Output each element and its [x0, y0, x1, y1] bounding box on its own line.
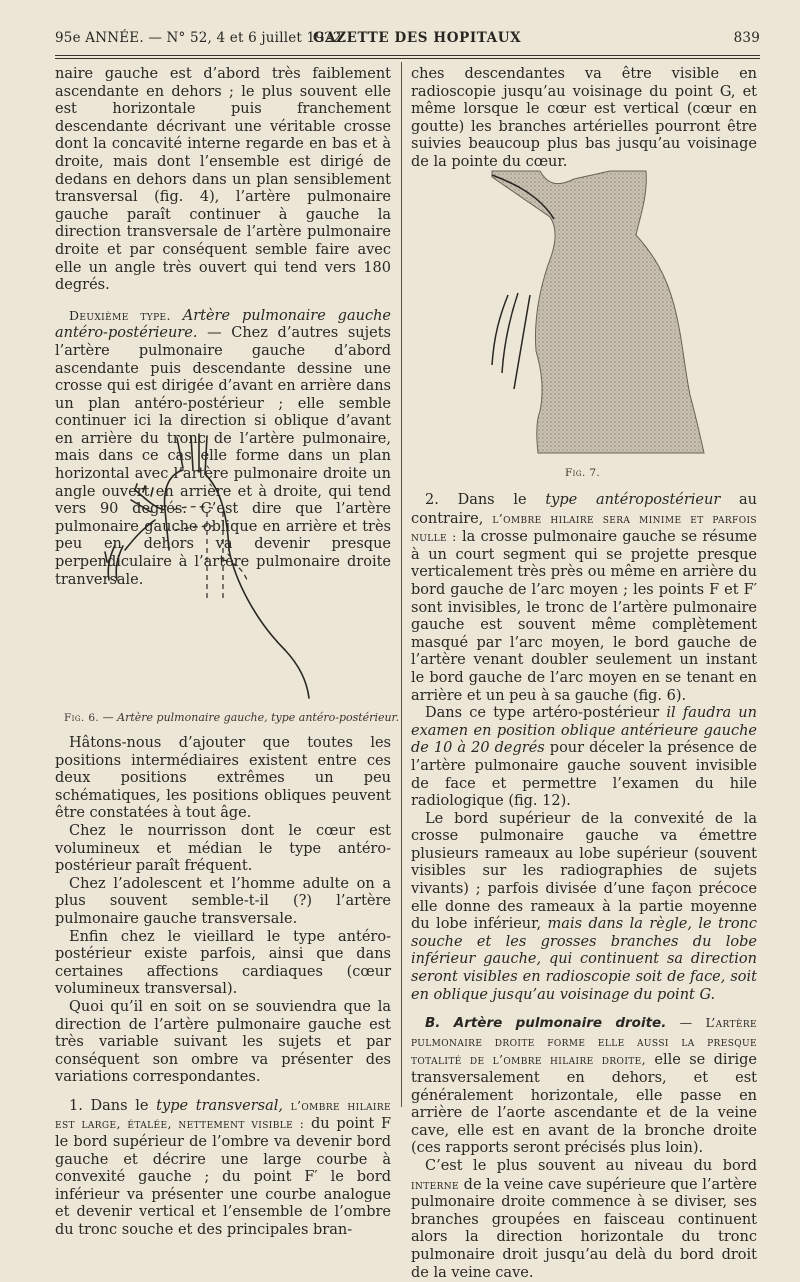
- paragraph: Enfin chez le vieillard le type antéro-postérieur existe parfois, ainsi que dans certaines affections cardiaques (cœur volumineux transversal).: [55, 928, 391, 998]
- pulmonary-branch: [116, 546, 123, 580]
- dashed-contour: [173, 507, 213, 510]
- vessel-line: [151, 488, 153, 496]
- figure-7-caption: [565, 466, 600, 479]
- paragraph-branches: [411, 811, 757, 1005]
- pulmonary-branch: [108, 545, 115, 580]
- emphasis-smallcaps: — L’artère pulmonaire droite forme elle aussi la presque totalité de l’ombre hilaire droite,: [411, 1015, 757, 1068]
- running-header: [55, 30, 760, 52]
- paragraph-transversal-type: [55, 1097, 391, 1240]
- pulmonary-branch: [492, 293, 530, 389]
- section-right-pulmonary: [411, 1014, 757, 1158]
- paragraph-body: — Chez d’autres sujets l’artère pulmonaire gauche d’abord ascendante puis descendante dessine une crosse qui est dirigée d’avant en arrière dans un plan antéro-postérieur ; elle semble continuer ici la direction si oblique d’avant en arrière du tronc de l’artère pulmonaire, mais dans ce cas elle forme dans un plan horizontal avec l’artère pulmonaire droite un angle ouvert en arrière et à droite, qui tend vers 90 degrés. C’est dire que l’artère pulmonaire gauche oblique en arrière et très peu en dehors va devenir presque perpendiculaire à l’artère pulmonaire droite tranversale.: [55, 325, 391, 588]
- paragraph: Quoi qu’il en soit on se souviendra que la direction de l’artère pulmonaire gauche est très variable suivant les sujets et par conséquent son ombre va présenter des variations correspondantes.: [55, 998, 391, 1086]
- section-title: Artère pulmonaire gauche antéro-postérieure.: [55, 307, 391, 342]
- paragraph-anteroposterior-type: [411, 492, 757, 705]
- emphasis-italic: il faudra un examen en position oblique antérieure gauche de 10 à 20 degrés: [411, 705, 757, 757]
- column-divider: [401, 62, 402, 1107]
- paragraph-text: de la veine cave supérieure que l’artère pulmonaire droite commence à se diviser, ses branches groupées en faisceau continuent alors la direction horizontale du tronc pulmonaire droit jusqu’au delà du bord droit de la veine cave.: [411, 1176, 757, 1281]
- paragraph: Chez le nourrisson dont le cœur est volumineux et médian le type antéro-postérieur paraît fréquent.: [55, 822, 391, 875]
- paragraph-body: elle se dirige transversalement en dehors, et est généralement horizontale, elle passe en arrière de l’aorte ascendante et de la veine cave, elle est en avant de la bronche droite (ces rapports seront précisés plus loin).: [411, 1052, 757, 1157]
- paragraph: Chez l’adolescent et l’homme adulte on a plus souvent semble-t-il (?) l’artère pulmonaire gauche transversale.: [55, 875, 391, 927]
- pulmonary-branch: [125, 520, 155, 550]
- paragraph-text: Dans ce type artéro-postérieur: [425, 705, 660, 722]
- page-number: 839: [733, 30, 760, 46]
- paragraph: Hâtons-nous d’ajouter que toutes les positions intermédiaires existent entre ces deux positions extrêmes un peu schématiques, les positions obliques peuvent être constatées à tout âge.: [55, 735, 391, 822]
- item-number: 1. Dans le: [69, 1097, 149, 1114]
- figure-6-drawing: [95, 430, 355, 705]
- type-name: type transversal,: [156, 1097, 283, 1114]
- paragraph: ches descendantes va être visible en radioscopie jusqu’au voisinage du point G, et même lorsque le cœur est vertical (cœur en goutte) les branches artérielles pourront être suivies beaucoup plus bas jusqu’au voisinage de la pointe du cœur.: [411, 66, 757, 170]
- paragraph-text: C’est le plus souvent au niveau du bord: [425, 1157, 757, 1174]
- issue-info: 95e ANNÉE. — N° 52, 4 et 6 juillet 1922.: [55, 30, 347, 46]
- aortic-arch: [205, 474, 229, 550]
- emphasis-smallcaps: l’ombre hilaire est large, étalée, nettement visible :: [55, 1097, 391, 1132]
- paragraph-body: la crosse pulmonaire gauche se résume à un court segment qui se projette presque verticalement très près ou même en arrière du bord gauche de l’arc moyen ; les points F et F′ sont invisibles, le tronc de l’artère pulmonaire gauche est souvent même complètement masqué par l’arc moyen, le bord gauche de l’artère venant doubler seulement un instant le bord gauche de l’arc moyen en se tenant en arrière et un peu à sa gauche (fig. 6).: [411, 529, 757, 704]
- type-name: type antéropostérieur: [545, 492, 721, 508]
- vessel-line: [205, 436, 207, 474]
- caption-text: — Artère pulmonaire gauche, type antéro-postérieur.: [102, 711, 400, 724]
- paragraph-division: [411, 1158, 757, 1282]
- header-rule-thin: [55, 58, 760, 59]
- caption-label: Fig. 6.: [64, 712, 100, 724]
- paragraph-body: du point F le bord supérieur de l’ombre va devenir bord gauche et décrire une large courbe à convexité gauche ; du point F′ le bord inférieur va présenter une courbe analogue et devenir vertical et l’ensemble de l’ombre du tronc souche et des principales bran-: [55, 1116, 391, 1239]
- left-column-bottom: [55, 735, 391, 1240]
- figure-6-caption: [64, 711, 399, 724]
- paragraph-text: pour déceler la présence de l’artère pulmonaire gauche souvent invisible de face et permettre l’examen du hile radiologique (fig. 12).: [411, 740, 758, 810]
- section-heading: B. Artère pulmonaire droite.: [425, 1015, 667, 1032]
- pulmonary-branch: [105, 552, 107, 562]
- caption-label: Fig. 7.: [565, 467, 601, 479]
- dashed-contour: [175, 526, 213, 530]
- emphasis-smallcaps: l’ombre hilaire sera minime et parfois nulle :: [411, 510, 757, 545]
- emphasis-italic: mais dans la règle, le tronc souche et les grosses branches du lobe inférieur gauche, qui continuent sa direction seront visibles en radioscopie soit de face, soit en oblique jusqu’au voisinage du point G.: [411, 916, 758, 1003]
- emphasis-smallcaps: interne: [411, 1176, 460, 1192]
- right-column-top: [411, 66, 757, 172]
- item-number: 2. Dans le: [425, 492, 527, 508]
- pulmonary-branch: [135, 490, 165, 510]
- heart-border: [229, 550, 309, 698]
- vessel-line: [177, 438, 183, 468]
- vessel-line: [135, 484, 137, 490]
- radiographic-shadow: [492, 171, 704, 453]
- paragraph-text: Le bord supérieur de la convexité de la crosse pulmonaire gauche va émettre plusieurs rameaux au lobe supérieur (souvent visibles sur les radiographies de sujets vivants) ; parfois divisée d’une façon précoce elle donne des rameaux à la partie moyenne du lobe inférieur,: [411, 810, 757, 933]
- header-rule: [55, 55, 760, 56]
- paragraph: naire gauche est d’abord très faiblement ascendante en dehors ; le plus souvent elle est horizontale puis franchement descendante décrivant une véritable crosse dont la concavité interne regarde en bas et à droite, mais dont l’ensemble est dirigé de dedans en dehors dans un plan sensiblement transversal (fig. 4), l’artère pulmonaire gauche paraît continuer à gauche la direction transversale de l’artère pulmonaire droite et par conséquent semble faire avec elle un angle très ouvert qui tend vers 180 degrés.: [55, 66, 391, 294]
- paragraph-text: au contraire,: [411, 492, 758, 527]
- vessel-line: [191, 436, 193, 470]
- section-label: Deuxième type.: [69, 307, 171, 323]
- figure-7-drawing: [478, 165, 728, 460]
- vessel-line: [143, 486, 145, 492]
- journal-title: GAZETTE DES HOPITAUX: [313, 30, 522, 46]
- right-column-bottom: [411, 492, 757, 1282]
- paragraph-oblique-exam: [411, 705, 757, 811]
